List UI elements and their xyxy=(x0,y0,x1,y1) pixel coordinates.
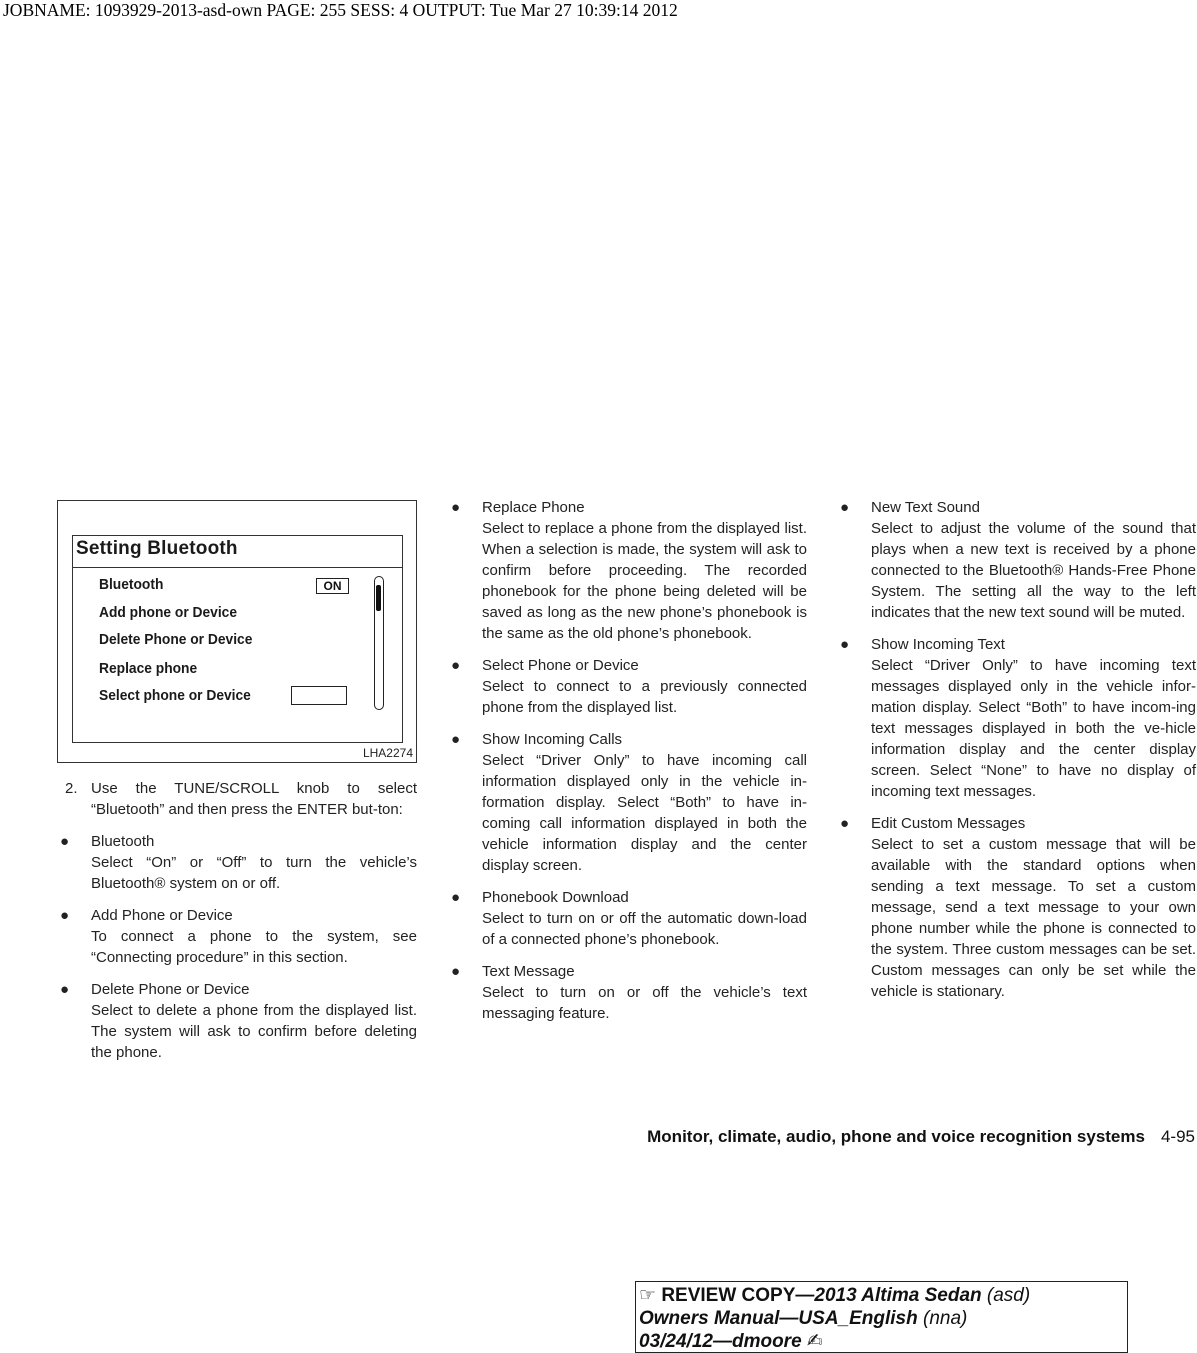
bullet-show-incoming-calls xyxy=(448,729,807,876)
bullet-desc: To connect a phone to the system, see “Connecting procedure” in this section. xyxy=(91,928,417,966)
bullet-title: Delete Phone or Device xyxy=(91,981,250,998)
review-line-2 xyxy=(639,1307,1127,1330)
bullet-desc: Select to turn on or off the automatic down-load of a connected phone’s phonebook. xyxy=(482,910,807,948)
bullet-title: Show Incoming Calls xyxy=(482,731,623,748)
bullet-dot: ● xyxy=(60,907,70,924)
column-3 xyxy=(837,497,1196,1013)
review-line-3 xyxy=(639,1330,1127,1353)
bullet-new-text-sound xyxy=(837,497,1196,623)
review-manual: Owners Manual—USA_English xyxy=(639,1308,918,1329)
bullet-select-phone xyxy=(448,655,807,718)
bullet-edit-custom-messages xyxy=(837,813,1196,1002)
page-footer xyxy=(555,1127,1195,1147)
bullet-dot: ● xyxy=(451,889,461,906)
review-line-1 xyxy=(639,1284,1127,1307)
bullet-phonebook-download xyxy=(448,887,807,950)
scrollbar[interactable] xyxy=(374,576,384,710)
menu-item-bluetooth[interactable]: Bluetooth xyxy=(99,576,164,593)
step-text: Use the TUNE/SCROLL knob to select “Bluetooth” and then press the ENTER but-ton: xyxy=(91,780,417,818)
bullet-title: Show Incoming Text xyxy=(871,636,1005,653)
bullet-desc: Select “Driver Only” to have incoming text messages displayed only in the vehicle infor-mation display. Select “Both” to have incom-ing text messages displayed in both the ve-hicle information display and the center display screen. Select “None” to have no display of incoming text messages. xyxy=(871,657,1196,800)
bullet-dot: ● xyxy=(451,963,461,980)
figure-label: LHA2274 xyxy=(362,746,413,760)
page-number: 4-95 xyxy=(1160,1127,1195,1146)
bullet-dot: ● xyxy=(451,657,461,674)
pointing-hand-icon: ☞ xyxy=(639,1285,657,1306)
divider xyxy=(73,567,402,568)
bullet-dot: ● xyxy=(840,636,850,653)
bullet-desc: Select to set a custom message that will be available with the standard options when sending a text message. To set a custom message, send a text message to your own phone number while the phone is connected to the system. Three custom messages can be set. Custom messages can only be set while the vehicle is stationary. xyxy=(871,836,1196,1000)
menu-item-add-phone[interactable]: Add phone or Device xyxy=(99,604,238,621)
menu-item-select-phone[interactable]: Select phone or Device xyxy=(99,687,251,704)
bullet-desc: Select to delete a phone from the displayed list. The system will ask to confirm before deleting the phone. xyxy=(91,1002,417,1061)
bullet-delete-phone xyxy=(57,979,417,1063)
screen-title: Setting Bluetooth xyxy=(76,538,238,559)
scrollbar-thumb[interactable] xyxy=(376,585,381,611)
step-2 xyxy=(57,778,417,820)
review-copy-box xyxy=(635,1281,1128,1353)
bullet-title: Phonebook Download xyxy=(482,889,629,906)
bullet-dot: ● xyxy=(451,731,461,748)
step-number: 2. xyxy=(65,780,78,797)
bullet-show-incoming-text xyxy=(837,634,1196,802)
bullet-dot: ● xyxy=(840,499,850,516)
bullet-title: Select Phone or Device xyxy=(482,657,639,674)
review-date-editor: 03/24/12—dmoore xyxy=(639,1331,802,1352)
bullet-dot: ● xyxy=(451,499,461,516)
bullet-desc: Select to adjust the volume of the sound that plays when a new text is received by a phone connected to the Bluetooth® Hands-Free Phone System. The setting all the way to the left indicates that the new text sound will be muted. xyxy=(871,520,1196,621)
display-screen xyxy=(72,535,403,743)
bullet-title: Edit Custom Messages xyxy=(871,815,1026,832)
bullet-desc: Select to replace a phone from the displayed list. When a selection is made, the system will ask to confirm before proceeding. The recorded phonebook for the phone being deleted will be saved as long as the new phone’s phonebook is the same as the old phone’s phonebook. xyxy=(482,520,807,642)
footer-section-title: Monitor, climate, audio, phone and voice recognition systems xyxy=(647,1127,1145,1146)
menu-item-replace-phone[interactable]: Replace phone xyxy=(99,660,198,677)
review-label: REVIEW COPY— xyxy=(661,1285,815,1306)
bullet-title: Bluetooth xyxy=(91,833,155,850)
select-phone-value-box xyxy=(291,686,347,705)
bullet-title: Add Phone or Device xyxy=(91,907,233,924)
bullet-desc: Select “Driver Only” to have incoming call information displayed only in the vehicle in-formation display. Select “Both” to have in-coming call information displayed in both the vehicle information display and the center display screen. xyxy=(482,752,807,874)
bullet-title: Replace Phone xyxy=(482,499,585,516)
bullet-add-phone xyxy=(57,905,417,968)
bullet-title: Text Message xyxy=(482,963,575,980)
bluetooth-on-toggle[interactable]: ON xyxy=(316,578,349,594)
column-2 xyxy=(448,497,807,1035)
bullet-text-message xyxy=(448,961,807,1024)
bullet-title: New Text Sound xyxy=(871,499,980,516)
review-model: 2013 Altima Sedan xyxy=(814,1285,982,1306)
review-model-code: (asd) xyxy=(981,1285,1031,1306)
column-1 xyxy=(57,778,417,1074)
writing-hand-icon: ✍ xyxy=(806,1331,823,1352)
bullet-dot: ● xyxy=(840,815,850,832)
bullet-desc: Select “On” or “Off” to turn the vehicle’s Bluetooth® system on or off. xyxy=(91,854,417,892)
review-manual-code: (nna) xyxy=(917,1308,968,1329)
bullet-desc: Select to turn on or off the vehicle’s text messaging feature. xyxy=(482,984,807,1022)
menu-item-delete-phone[interactable]: Delete Phone or Device xyxy=(99,631,253,648)
job-header: JOBNAME: 1093929-2013-asd-own PAGE: 255 SESS: 4 OUTPUT: Tue Mar 27 10:39:14 2012 xyxy=(3,0,678,20)
figure-setting-bluetooth xyxy=(57,500,417,763)
bullet-bluetooth xyxy=(57,831,417,894)
bullet-desc: Select to connect to a previously connected phone from the displayed list. xyxy=(482,678,807,716)
bullet-replace-phone xyxy=(448,497,807,644)
bullet-dot: ● xyxy=(60,981,70,998)
bullet-dot: ● xyxy=(60,833,70,850)
